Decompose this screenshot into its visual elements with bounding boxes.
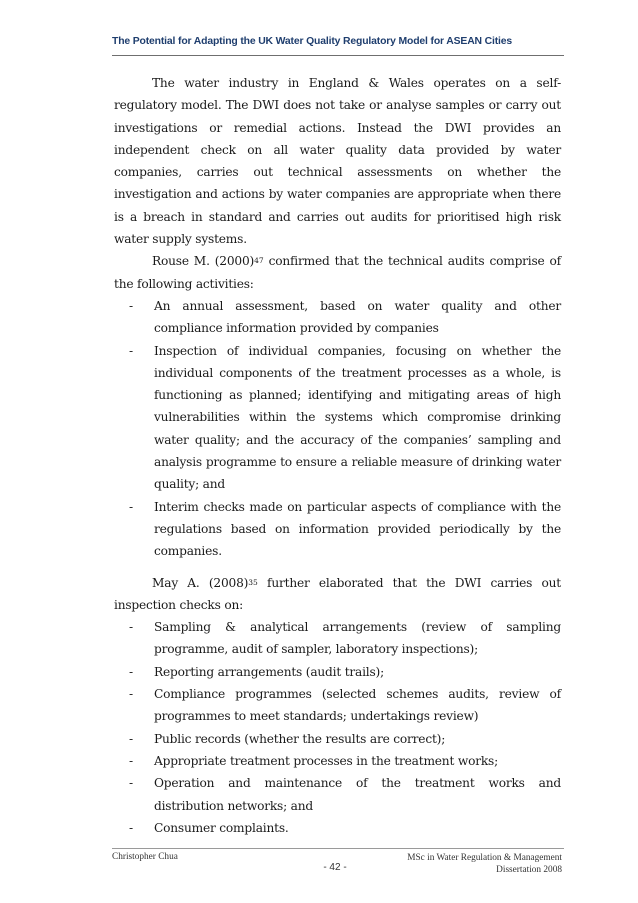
reference-number: 47 bbox=[254, 256, 264, 266]
list-dash: - bbox=[129, 687, 133, 702]
list-item-text: Sampling & analytical arrangements (review of sampling programme, audit of sampler, laboratory inspections); bbox=[154, 620, 561, 657]
list-item bbox=[114, 340, 561, 496]
list-item bbox=[114, 661, 561, 683]
list-dash: - bbox=[129, 753, 133, 768]
inspection-checks-list bbox=[114, 616, 561, 839]
list-item bbox=[114, 728, 561, 750]
list-item bbox=[114, 496, 561, 563]
list-item-text: Inspection of individual companies, focusing on whether the individual components of the treatment processes as a whole, is functioning as planned; identifying and mitigating areas of high vulnerabilities within the systems which compromise drinking water quality; and the accuracy of the companies’ sampling and analysis programme to ensure a reliable measure of drinking water quality; and bbox=[154, 343, 561, 492]
list-dash: - bbox=[129, 343, 133, 358]
list-dash: - bbox=[129, 731, 133, 746]
footer-author: Christopher Chua bbox=[112, 852, 178, 862]
body-text bbox=[114, 72, 561, 839]
list-item bbox=[114, 772, 561, 817]
list-dash: - bbox=[129, 664, 133, 679]
list-item-text: Compliance programmes (selected schemes audits, review of programmes to meet standards; undertakings review) bbox=[154, 687, 561, 724]
list-dash: - bbox=[129, 820, 133, 835]
footer-course-line: MSc in Water Regulation & Management bbox=[407, 853, 562, 863]
list-dash: - bbox=[129, 776, 133, 791]
paragraph-rouse-text: confirmed that the technical audits comprise of the following activities: bbox=[114, 254, 561, 291]
paragraph-rouse-intro bbox=[114, 250, 561, 295]
list-dash: - bbox=[129, 298, 133, 313]
list-item-text: Interim checks made on particular aspects of compliance with the regulations based on information provided periodically by the companies. bbox=[154, 499, 561, 559]
audit-activities-list bbox=[114, 295, 561, 563]
list-item-text: An annual assessment, based on water quality and other compliance information provided by companies bbox=[154, 298, 561, 336]
list-item bbox=[114, 817, 561, 839]
footer-course-line: Dissertation 2008 bbox=[496, 865, 562, 875]
footer-course bbox=[407, 852, 562, 876]
citation-rouse: Rouse M. (2000) bbox=[152, 254, 255, 269]
page-number: - 42 - bbox=[323, 862, 347, 873]
list-item bbox=[114, 616, 561, 661]
list-item-text: Public records (whether the results are correct); bbox=[154, 731, 446, 746]
list-item bbox=[114, 295, 561, 340]
list-item-text: Appropriate treatment processes in the treatment works; bbox=[154, 753, 498, 768]
paragraph-may-text: further elaborated that the DWI carries out inspection checks on: bbox=[114, 575, 561, 612]
paragraph-may-intro bbox=[114, 572, 561, 617]
header-divider bbox=[112, 55, 564, 56]
list-item bbox=[114, 750, 561, 772]
list-dash: - bbox=[129, 499, 133, 514]
list-item-text: Reporting arrangements (audit trails); bbox=[154, 664, 385, 679]
running-header: The Potential for Adapting the UK Water Quality Regulatory Model for ASEAN Cities bbox=[112, 36, 513, 47]
list-item-text: Operation and maintenance of the treatment works and distribution networks; and bbox=[154, 776, 561, 813]
citation-may: May A. (2008) bbox=[152, 575, 249, 590]
list-item bbox=[114, 683, 561, 728]
footer-divider bbox=[112, 848, 564, 849]
reference-number: 35 bbox=[248, 577, 258, 587]
list-dash: - bbox=[129, 620, 133, 635]
paragraph-dwi-overview: The water industry in England & Wales operates on a self-regulatory model. The DWI does not take or analyse samples or carry out investigations or remedial actions. Instead the DWI provides an independent check on all water quality data provided by water companies, carries out technical assessments on whether the investigation and actions by water companies are appropriate when there is a breach in standard and carries out audits for prioritised high risk water supply systems. bbox=[114, 76, 561, 247]
list-item-text: Consumer complaints. bbox=[154, 820, 289, 835]
